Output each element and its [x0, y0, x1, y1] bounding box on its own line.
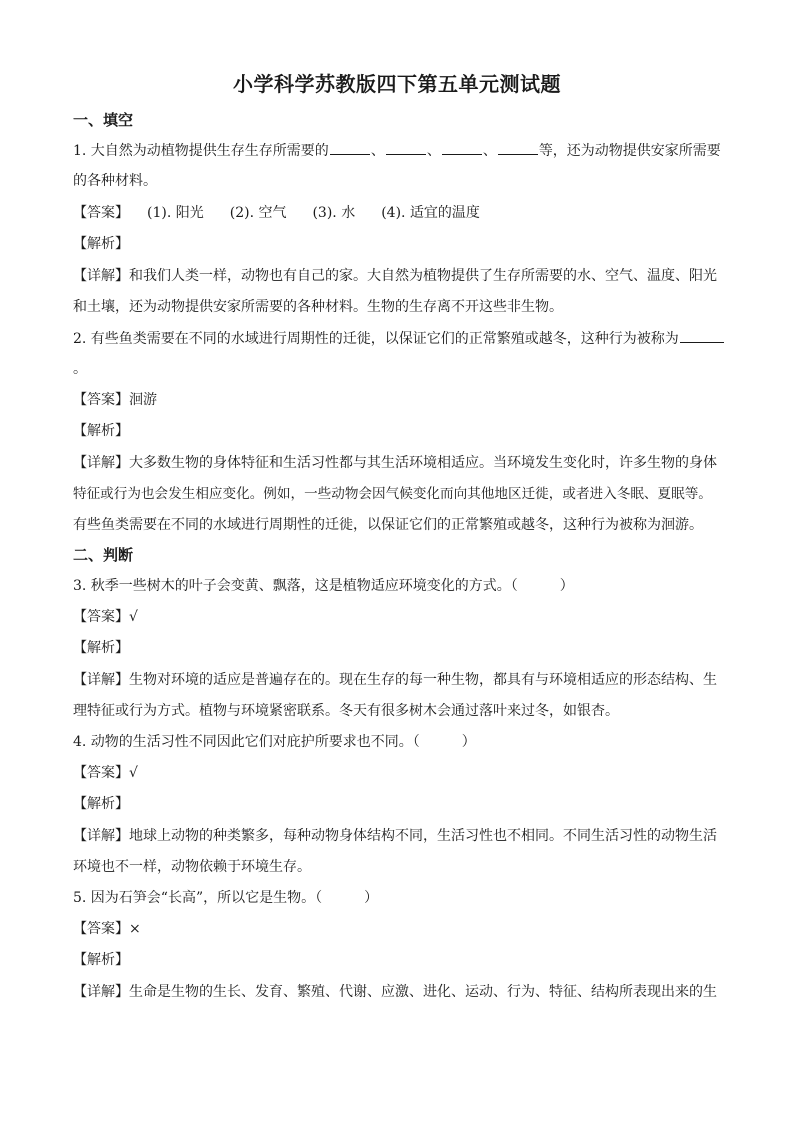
answer-item: (1). 阳光	[147, 205, 204, 221]
answer-blank	[386, 140, 426, 155]
answer-row-2	[73, 390, 728, 410]
answer-item: √	[129, 765, 138, 781]
answer-item: (4). 适宜的温度	[381, 205, 480, 221]
detail-2-line-1: 【详解】大多数生物的身体特征和生活习性都与其生活环境相适应。当环境发生变化时，许多生物的身体	[73, 455, 717, 471]
answer-item: (2). 空气	[229, 205, 287, 221]
detail-label: 【详解】	[73, 268, 129, 284]
answer-row-1	[73, 203, 728, 223]
question-2	[73, 328, 728, 349]
question-5: 5. 因为石笋会“长高”，所以它是生物。（ ）	[73, 890, 379, 906]
detail-label: 【详解】	[73, 828, 129, 844]
answer-item: (3). 水	[312, 205, 356, 221]
question-4: 4. 动物的生活习性不同因此它们对庇护所要求也不同。（ ）	[73, 734, 476, 750]
question-2-text: 2. 有些鱼类需要在不同的水域进行周期性的迁徙，以保证它们的正常繁殖或越冬，这种行为被称为	[73, 331, 679, 347]
answer-blank	[330, 140, 370, 155]
answer-blank	[442, 140, 482, 155]
analysis-label: 【解析】	[73, 236, 129, 252]
answer-row-4	[73, 763, 728, 783]
answer-item: 洄游	[129, 392, 157, 408]
question-2-continuation: 。	[73, 361, 87, 377]
detail-1-line-1: 【详解】和我们人类一样，动物也有自己的家。大自然为植物提供了生存所需要的水、空气、温度、阳光	[73, 268, 717, 284]
detail-1-line-2: 和土壤，还为动物提供安家所需要的各种材料。生物的生存离不开这些非生物。	[73, 299, 563, 315]
answer-item: ×	[129, 921, 141, 937]
analysis-label: 【解析】	[73, 952, 129, 968]
answer-label: 【答案】	[73, 205, 129, 221]
detail-4-line-2: 环境也不一样，动物依赖于环境生存。	[73, 859, 311, 875]
page-title: 小学科学苏教版四下第五单元测试题	[233, 72, 561, 96]
answer-label: 【答案】	[73, 921, 129, 937]
detail-5-line-1: 【详解】生命是生物的生长、发育、繁殖、代谢、应激、进化、运动、行为、特征、结构所表现出来的生	[73, 984, 717, 1000]
question-1-continuation: 的各种材料。	[73, 173, 157, 189]
question-3: 3. 秋季一些树木的叶子会变黄、飘落，这是植物适应环境变化的方式。（ ）	[73, 578, 574, 594]
detail-3-line-1: 【详解】生物对环境的适应是普遍存在的。现在生存的每一种生物，都具有与环境相适应的形态结构、生	[73, 672, 717, 688]
detail-2-line-3: 有些鱼类需要在不同的水域进行周期性的迁徙，以保证它们的正常繁殖或越冬，这种行为被称为洄游。	[73, 517, 703, 533]
section-heading-judge: 二、判断	[73, 546, 134, 564]
answer-blank	[680, 328, 724, 343]
answer-row-3	[73, 607, 728, 627]
analysis-label: 【解析】	[73, 423, 129, 439]
question-1-text-tail: 等，还为动物提供安家所需要	[538, 143, 721, 159]
analysis-label: 【解析】	[73, 640, 129, 656]
answer-label: 【答案】	[73, 609, 129, 625]
detail-3-line-2: 理特征或行为方式。植物与环境紧密联系。冬天有很多树木会通过落叶来过冬，如银杏。	[73, 703, 619, 719]
detail-label: 【详解】	[73, 984, 129, 1000]
detail-label: 【详解】	[73, 455, 129, 471]
analysis-label: 【解析】	[73, 796, 129, 812]
answer-label: 【答案】	[73, 392, 129, 408]
question-1-text: 1. 大自然为动植物提供生存生存所需要的	[73, 143, 329, 159]
answer-item: √	[129, 609, 138, 625]
section-heading-fill: 一、填空	[73, 111, 134, 129]
answer-label: 【答案】	[73, 765, 129, 781]
question-1: 1. 大自然为动植物提供生存生存所需要的 、 、 、 等，还为动物提供安家所需要	[73, 140, 728, 161]
detail-label: 【详解】	[73, 672, 129, 688]
answer-row-5	[73, 919, 728, 939]
detail-4-line-1: 【详解】地球上动物的种类繁多，每种动物身体结构不同，生活习性也不相同。不同生活习性的动物生活	[73, 828, 717, 844]
answer-blank	[498, 140, 538, 155]
detail-2-line-2: 特征或行为也会发生相应变化。例如，一些动物会因气候变化而向其他地区迁徙，或者进入冬眠、夏眠等。	[73, 486, 712, 502]
